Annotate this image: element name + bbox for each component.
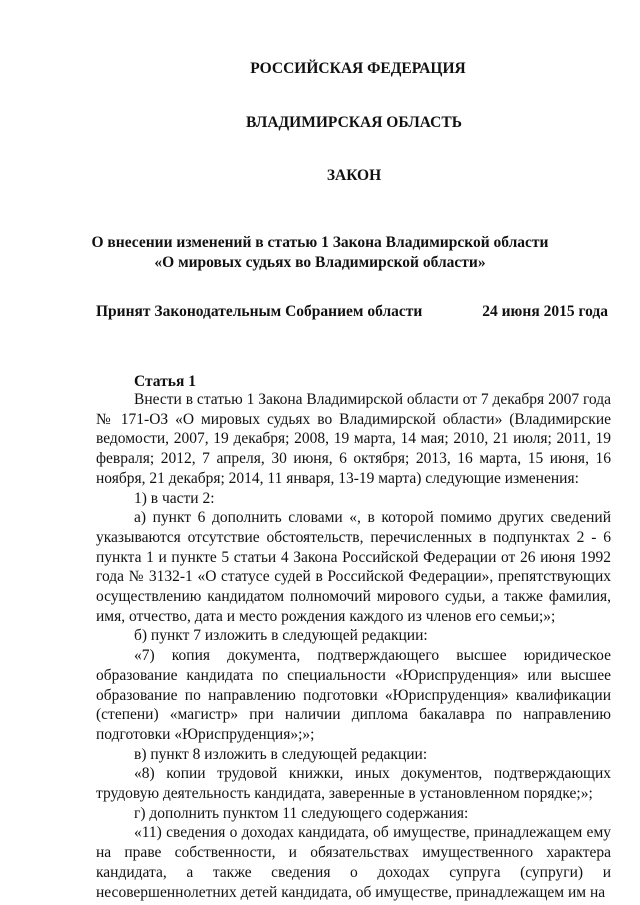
adoption-row [96, 303, 608, 321]
doc-type-heading: ЗАКОН [326, 167, 382, 184]
law-title [40, 233, 600, 273]
country-heading: РОССИЙСКАЯ ФЕДЕРАЦИЯ [250, 60, 466, 77]
article-body [96, 390, 611, 902]
article-paragraph: «11) сведения о доходах кандидата, об имуществе, принадлежащем ему на праве собственности, и обязательствах имущественного характера кандидата, а также сведения о доходах супруга (супруги) и несовершеннолетних детей кандидата, об имуществе, принадлежащем им на [96, 824, 611, 901]
article-paragraph: «8) копии трудовой книжки, иных документов, подтверждающих трудовую деятельность кандидата, заверенные в установленном порядке;»; [96, 765, 611, 803]
article-paragraph: г) дополнить пунктом 11 следующего содержания: [134, 804, 469, 822]
article-paragraph: в) пункт 8 изложить в следующей редакции: [134, 745, 428, 763]
adoption-date: 24 июня 2015 года [482, 303, 608, 320]
article-paragraph: а) пункт 6 дополнить словами «, в которой помимо других сведений указываются отсутствие обстоятельств, перечисленных в подпунктах 2 - 6 пункта 1 и пункте 5 статьи 4 Закона Российской Федерации от 26 июня 1992 года № 3132-1 «О статусе судей в Российской Федерации», препятствующих осуществлению кандидатом полномочий мирового судьи, а также фамилия, имя, отчество, дата и место рождения каждого из членов его семьи;»; [96, 509, 611, 625]
article-paragraph: Внести в статью 1 Закона Владимирской области от 7 декабря 2007 года № 171-ОЗ «О мировых судьях во Владимирской области» (Владимирские ведомости, 2007, 19 декабря; 2008, 19 марта, 14 мая; 2010, 21 июля; 2011, 19 февраля; 2012, 7 апреля, 30 июня, 6 октября; 2013, 16 марта, 15 июня, 16 ноября, 21 декабря; 2014, 11 января, 13-19 марта) следующие изменения: [96, 391, 611, 487]
adopted-by-label: Принят Законодательным Собранием области [96, 303, 423, 320]
article-paragraph: «7) копия документа, подтверждающего высшее юридическое образование кандидата по специальности «Юриспруденция» или высшее образование по направлению подготовки «Юриспруденция» квалификации (степени) «магистр» при наличии диплома бакалавра по направлению подготовки «Юриспруденция»;»; [96, 647, 611, 743]
article-paragraph: 1) в части 2: [134, 489, 215, 507]
article-heading: Статья 1 [134, 373, 196, 390]
law-title-line-2: «О мировых судьях во Владимирской области» [154, 254, 486, 271]
region-heading: ВЛАДИМИРСКАЯ ОБЛАСТЬ [246, 114, 462, 131]
law-title-line-1: О внесении изменений в статью 1 Закона Владимирской области [91, 234, 549, 251]
article-paragraph: б) пункт 7 изложить в следующей редакции: [134, 627, 428, 645]
